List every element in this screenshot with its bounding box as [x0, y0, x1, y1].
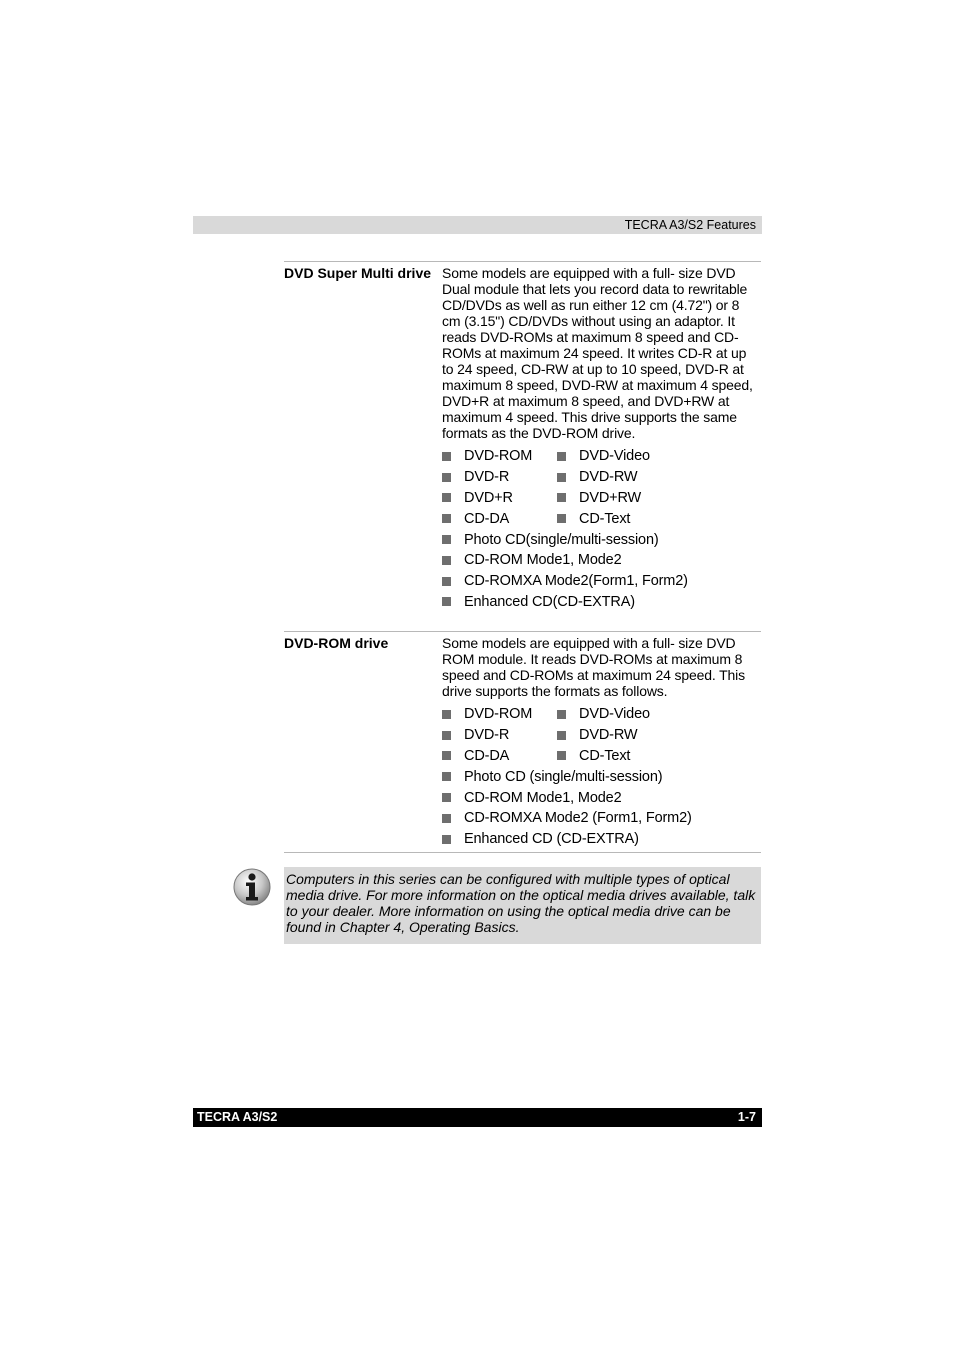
list-item-text: CD-Text	[579, 510, 631, 527]
list-item	[442, 746, 761, 767]
list-item	[442, 829, 761, 850]
note-box	[284, 867, 761, 944]
list-item-text: DVD-Video	[579, 448, 650, 465]
bullet-icon	[557, 731, 566, 740]
bullet-icon	[557, 710, 566, 719]
table-row	[284, 262, 761, 632]
format-list	[442, 446, 761, 612]
list-item-text: CD-ROM Mode1, Mode2	[464, 789, 622, 806]
header-title: TECRA A3/S2 Features	[624, 218, 756, 232]
bullet-icon	[442, 473, 451, 482]
list-item	[442, 508, 761, 529]
bullet-icon	[442, 493, 451, 502]
bullet-icon	[442, 772, 451, 781]
list-item	[442, 446, 761, 467]
list-item-text: DVD-RW	[579, 727, 638, 744]
list-item	[442, 787, 761, 808]
list-item-text: DVD-ROM	[464, 706, 533, 723]
list-item-text: Photo CD (single/multi-session)	[464, 768, 663, 785]
description-text: Some models are equipped with a full- size DVD ROM module. It reads DVD-ROMs at maximum 8 speed and CD-ROMs at maximum 24 speed. This drive supports the formats as follows.	[442, 635, 745, 699]
bullet-icon	[442, 452, 451, 461]
list-item-text: Enhanced CD(CD-EXTRA)	[464, 593, 635, 610]
list-item-text: DVD+RW	[579, 489, 642, 506]
list-item-text: CD-Text	[579, 747, 631, 764]
info-icon	[233, 868, 271, 906]
bullet-icon	[442, 731, 451, 740]
bullet-icon	[442, 793, 451, 802]
bullet-icon	[442, 710, 451, 719]
list-item	[442, 571, 761, 592]
bullet-icon	[442, 556, 451, 565]
page-footer	[193, 1108, 762, 1127]
bullet-icon	[557, 514, 566, 523]
bullet-icon	[442, 814, 451, 823]
list-item-text: DVD-R	[464, 469, 510, 486]
row-description	[442, 262, 761, 631]
bullet-icon	[557, 473, 566, 482]
footer-product: TECRA A3/S2	[197, 1110, 278, 1124]
list-item-text: DVD-RW	[579, 469, 638, 486]
list-item	[442, 704, 761, 725]
list-item	[442, 488, 761, 509]
list-item-text: Enhanced CD (CD-EXTRA)	[464, 831, 639, 848]
bullet-icon	[557, 452, 566, 461]
list-item-text: CD-ROMXA Mode2(Form1, Form2)	[464, 573, 688, 590]
row-label: DVD Super Multi drive	[284, 265, 432, 281]
bullet-icon	[442, 597, 451, 606]
bullet-icon	[442, 835, 451, 844]
bullet-icon	[442, 577, 451, 586]
list-item-text: Photo CD(single/multi-session)	[464, 531, 659, 548]
list-item-text: CD-DA	[464, 510, 510, 527]
list-item	[442, 592, 761, 613]
note-text: Computers in this series can be configured with multiple types of optical media drive. For more information on the optical media drives available, talk to your dealer. More information on using the optical media drive can be found in Chapter 4, Operating Basics.	[286, 871, 756, 935]
list-item-text: CD-ROM Mode1, Mode2	[464, 552, 622, 569]
bullet-icon	[442, 535, 451, 544]
list-item-text: DVD+R	[464, 489, 513, 506]
list-item	[442, 808, 761, 829]
list-item-text: CD-DA	[464, 747, 510, 764]
description-text: Some models are equipped with a full- size DVD Dual module that lets you record data to rewritable CD/DVDs as well as run either 12 cm (4.72") or 8 cm (3.15") CD/DVDs without using an adaptor. It reads DVD-ROMs at maximum 8 speed and CD-ROMs at maximum 24 speed. It writes CD-R at up to 24 speed, CD-RW at up to 10 speed, DVD-R at maximum 8 speed, DVD-RW at maximum 4 speed, DVD+R at maximum 8 speed, and DVD+RW at maximum 4 speed. This drive supports the same formats as the DVD-ROM drive.	[442, 265, 753, 441]
list-item	[442, 550, 761, 571]
format-list	[442, 704, 761, 850]
page-header	[193, 216, 762, 234]
list-item-text: DVD-ROM	[464, 448, 533, 465]
list-item	[442, 766, 761, 787]
list-item-text: DVD-Video	[579, 706, 650, 723]
list-item	[442, 725, 761, 746]
bullet-icon	[442, 514, 451, 523]
row-label: DVD-ROM drive	[284, 635, 389, 651]
page-number: 1-7	[737, 1110, 756, 1124]
list-item-text: DVD-R	[464, 727, 510, 744]
list-item	[442, 529, 761, 550]
bullet-icon	[557, 751, 566, 760]
spec-table	[284, 261, 761, 853]
list-item-text: CD-ROMXA Mode2 (Form1, Form2)	[464, 810, 692, 827]
bullet-icon	[442, 751, 451, 760]
bullet-icon	[557, 493, 566, 502]
list-item	[442, 467, 761, 488]
table-row	[284, 632, 761, 853]
row-description	[442, 632, 761, 852]
